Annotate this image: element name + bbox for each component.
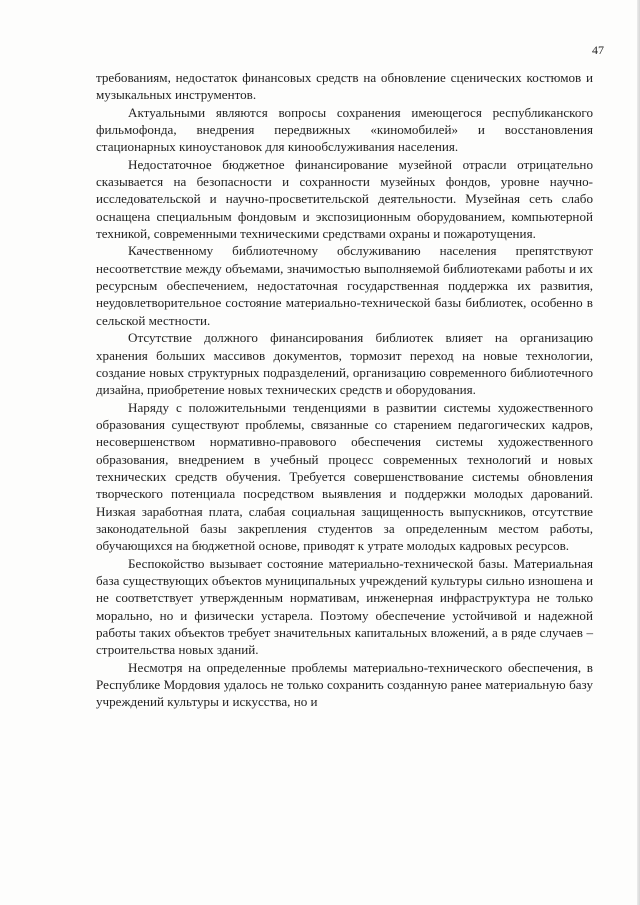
paragraph-2: Актуальными являются вопросы сохранения имеющегося республиканского фильмофонда, внедрения передвижных «киномобилей» и восстановления стационарных киноустановок для кинообслуживания населения.	[96, 104, 593, 155]
paragraph-8: Несмотря на определенные проблемы материально-технического обеспечения, в Республике Мордовия удалось не только сохранить созданную ранее материальную базу учреждений культуры и искусства, но и	[96, 659, 593, 710]
paragraph-3: Недостаточное бюджетное финансирование музейной отрасли отрицательно сказывается на безопасности и сохранности музейных фондов, уровне научно-исследовательской и научно-просветительской деятельности. Музейная сеть слабо оснащена специальным фондовым и экспозиционным оборудованием, компьютерной техникой, современными техническими средствами охраны и пожаротущения.	[96, 156, 593, 242]
paragraph-7: Беспокойство вызывает состояние материально-технической базы. Материальная база существующих объектов муниципальных учреждений культуры сильно изношена и не соответствует утвержденным нормативам, инженерная инфраструктура не только морально, но и физически устарела. Поэтому обеспечение устойчивой и надежной работы таких объектов требует значительных капитальных вложений, а в ряде случаев – строительства новых зданий.	[96, 555, 593, 658]
document-body	[96, 69, 593, 711]
paragraph-6: Наряду с положительными тенденциями в развитии системы художественного образования существуют проблемы, связанные со старением педагогических кадров, несовершенством нормативно-правового обеспечения системы художественного образования, внедрением в учебный процесс современных технологий и новых технических средств обучения. Требуется совершенствование системы обновления творческого потенциала посредством выявления и поддержки молодых дарований. Низкая заработная плата, слабая социальная защищенность выпускников, отсутствие законодательной базы закрепления студентов за определенным местом работы, обучающихся на бюджетной основе, приводят к утрате молодых кадровых ресурсов.	[96, 399, 593, 554]
paragraph-4: Качественному библиотечному обслуживанию населения препятствуют несоответствие между объемами, значимостью выполняемой библиотеками работы и их ресурсным обеспечением, недостаточная государственная поддержка их развития, неудовлетворительное состояние материально-технической базы библиотек, особенно в сельской местности.	[96, 243, 593, 328]
paragraph-1: требованиям, недостаток финансовых средств на обновление сценических костюмов и музыкальных инструментов.	[96, 70, 593, 103]
paragraph-5: Отсутствие должного финансирования библиотек влияет на организацию хранения больших массивов документов, тормозит переход на новые технологии, создание новых структурных подразделений, организацию современного библиотечного дизайна, приобретение новых технических средств и оборудования.	[96, 330, 593, 398]
page-number: 47	[592, 43, 604, 57]
